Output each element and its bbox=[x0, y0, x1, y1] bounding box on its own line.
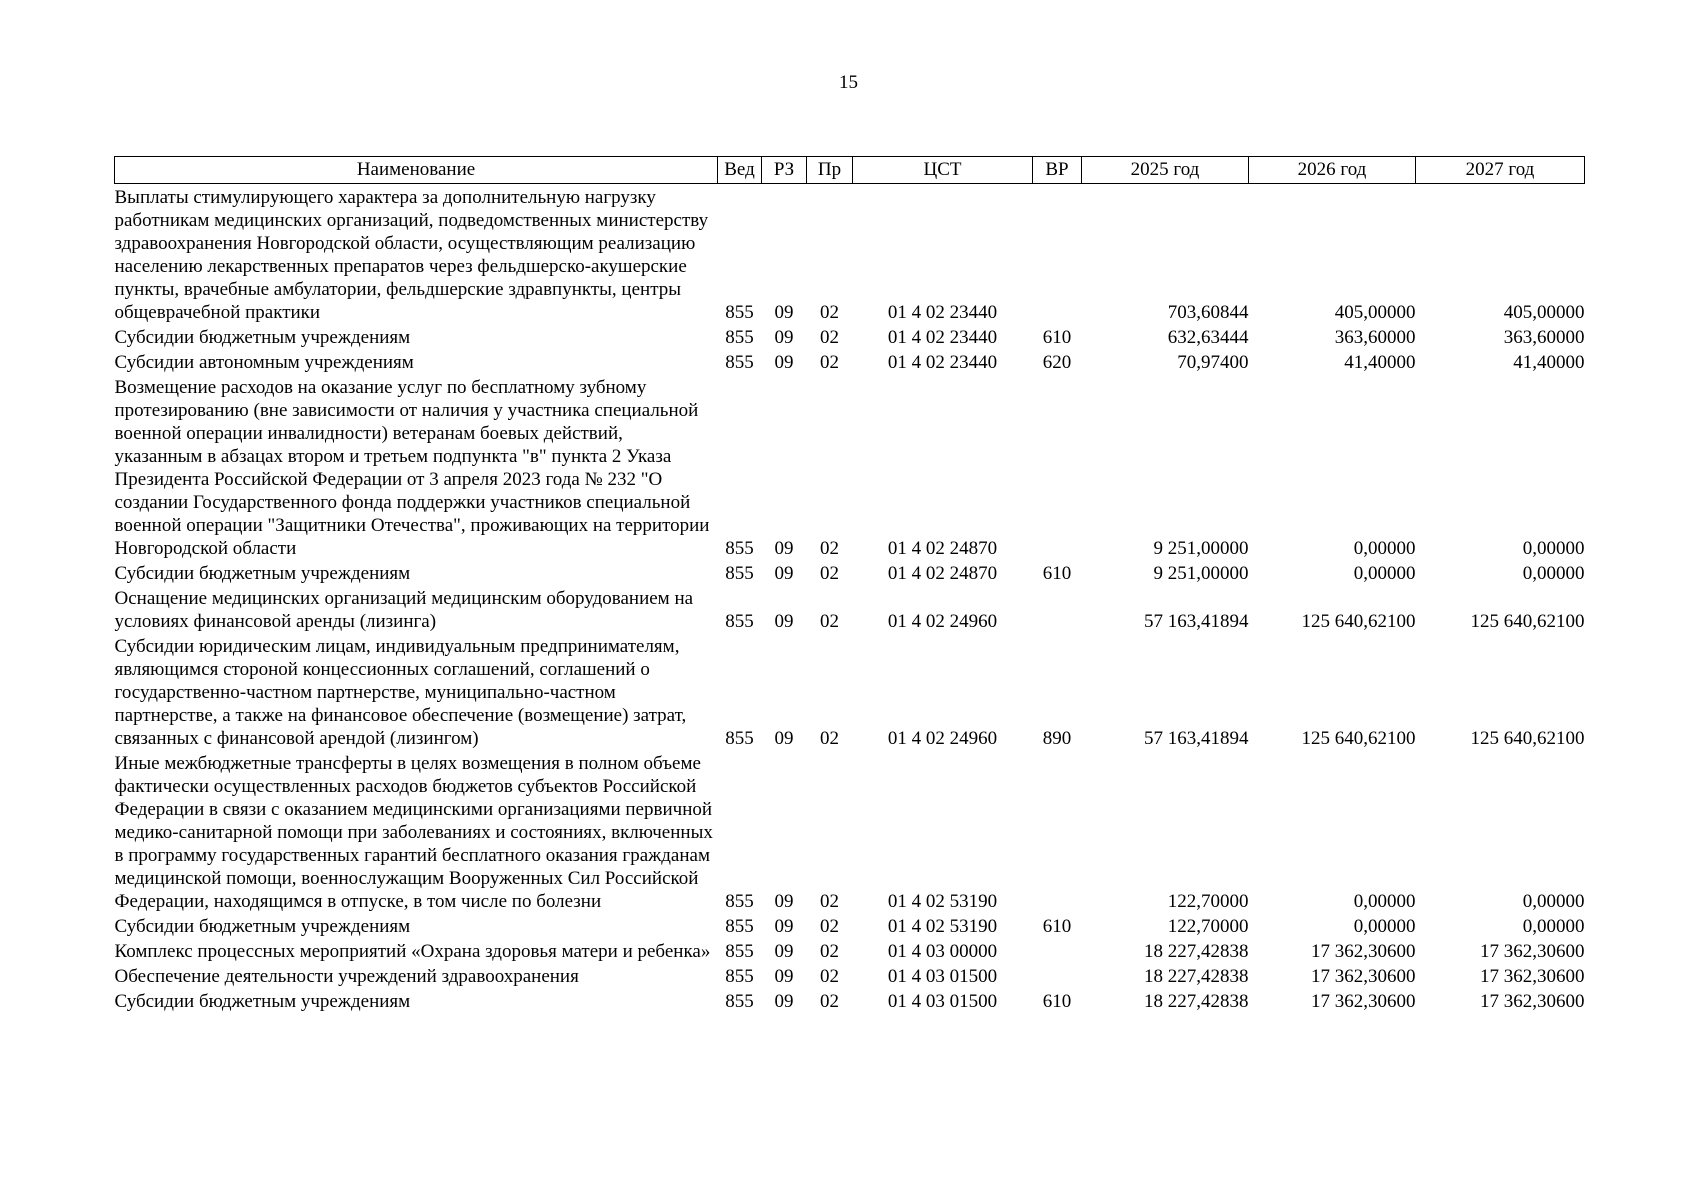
row-2027: 0,00000 bbox=[1522, 891, 1585, 912]
table-row bbox=[115, 184, 1585, 327]
row-rz: 09 bbox=[774, 941, 794, 962]
row-2027: 363,60000 bbox=[1503, 327, 1585, 348]
row-2027: 125 640,62100 bbox=[1470, 611, 1585, 632]
row-2026: 0,00000 bbox=[1353, 538, 1416, 559]
header-cst: ЦСТ bbox=[853, 157, 1033, 184]
row-2025: 703,60844 bbox=[1167, 302, 1249, 323]
row-2026: 0,00000 bbox=[1353, 916, 1416, 937]
row-2025: 18 227,42838 bbox=[1144, 941, 1249, 962]
header-name: Наименование bbox=[115, 157, 718, 184]
row-2027: 17 362,30600 bbox=[1480, 941, 1585, 962]
row-2026: 0,00000 bbox=[1353, 563, 1416, 584]
row-rz: 09 bbox=[774, 916, 794, 937]
row-2026: 363,60000 bbox=[1334, 327, 1416, 348]
header-rz: РЗ bbox=[762, 157, 807, 184]
table-row bbox=[115, 351, 1585, 376]
table-row bbox=[115, 376, 1585, 562]
row-rz: 09 bbox=[774, 327, 794, 348]
row-ved: 855 bbox=[725, 611, 754, 632]
page-number: 15 bbox=[839, 72, 858, 93]
row-vr: 620 bbox=[1042, 352, 1072, 373]
row-vr bbox=[1033, 752, 1082, 915]
row-cst: 01 4 02 24870 bbox=[887, 563, 998, 584]
row-ved: 855 bbox=[725, 538, 754, 559]
row-2026: 405,00000 bbox=[1334, 302, 1416, 323]
row-ved: 855 bbox=[725, 728, 754, 749]
row-name: Иные межбюджетные трансферты в целях возмещения в полном объеме фактически осуществленных расходов бюджетов субъектов Российской Федерации в связи с оказанием медицинскими организациями первичной медико-санитарной помощи при заболеваниях и состояниях, включенных в программу государственных гарантий бесплатного оказания гражданам медицинской помощи, военнослужащим Вооруженных Сил Российской Федерации, находящимся в отпуске, в том числе по болезни bbox=[114, 753, 713, 912]
row-ved: 855 bbox=[725, 563, 754, 584]
row-cst: 01 4 02 24960 bbox=[887, 728, 998, 749]
row-rz: 09 bbox=[774, 728, 794, 749]
table-row bbox=[115, 915, 1585, 940]
row-2026: 125 640,62100 bbox=[1301, 728, 1416, 749]
row-2027: 0,00000 bbox=[1522, 538, 1585, 559]
row-2027: 0,00000 bbox=[1522, 563, 1585, 584]
row-cst: 01 4 02 23440 bbox=[887, 327, 998, 348]
row-rz: 09 bbox=[774, 302, 794, 323]
row-rz: 09 bbox=[774, 563, 794, 584]
row-ved: 855 bbox=[725, 891, 754, 912]
table-row bbox=[115, 752, 1585, 915]
row-vr bbox=[1033, 965, 1082, 990]
row-ved: 855 bbox=[725, 991, 754, 1012]
row-2027: 125 640,62100 bbox=[1470, 728, 1585, 749]
row-rz: 09 bbox=[774, 966, 794, 987]
row-cst: 01 4 02 23440 bbox=[887, 352, 998, 373]
row-2026: 0,00000 bbox=[1353, 891, 1416, 912]
row-pr: 02 bbox=[820, 538, 839, 559]
table-row bbox=[115, 562, 1585, 587]
row-name: Возмещение расходов на оказание услуг по бесплатному зубному протезированию (вне зависимости от наличия у участника специальной военной операции инвалидности) ветеранам боевых действий, указанным в абзацах втором и третьем подпункта "в" пункта 2 Указа Президента Российской Федерации от 3 апреля 2023 года № 232 "О создании Государственного фонда поддержки участников специальной военной операции "Защитники Отечества", проживающих на территории Новгородской области bbox=[114, 377, 710, 559]
row-pr: 02 bbox=[820, 611, 839, 632]
table-row bbox=[115, 965, 1585, 990]
row-vr: 610 bbox=[1042, 916, 1072, 937]
row-cst: 01 4 02 24960 bbox=[887, 611, 998, 632]
row-ved: 855 bbox=[725, 966, 754, 987]
row-2027: 0,00000 bbox=[1522, 916, 1585, 937]
header-2027: 2027 год bbox=[1416, 157, 1585, 184]
row-pr: 02 bbox=[820, 302, 839, 323]
header-2026: 2026 год bbox=[1249, 157, 1416, 184]
row-name: Выплаты стимулирующего характера за дополнительную нагрузку работникам медицинских организаций, подведомственных министерству здравоохранения Новгородской области, осуществляющим реализацию населению лекарственных препаратов через фельдшерско-акушерские пункты, врачебные амбулатории, фельдшерские здравпункты, центры общеврачебной практики bbox=[114, 187, 709, 323]
row-ved: 855 bbox=[725, 302, 754, 323]
row-vr: 890 bbox=[1042, 728, 1072, 749]
row-2025: 122,70000 bbox=[1167, 916, 1249, 937]
row-2025: 9 251,00000 bbox=[1153, 563, 1249, 584]
row-name: Субсидии бюджетным учреждениям bbox=[114, 563, 411, 584]
row-ved: 855 bbox=[725, 941, 754, 962]
row-cst: 01 4 03 00000 bbox=[887, 941, 998, 962]
row-pr: 02 bbox=[820, 941, 839, 962]
row-2025: 9 251,00000 bbox=[1153, 538, 1249, 559]
row-pr: 02 bbox=[820, 327, 839, 348]
row-2025: 18 227,42838 bbox=[1144, 966, 1249, 987]
row-vr bbox=[1033, 587, 1082, 635]
header-2025: 2025 год bbox=[1082, 157, 1249, 184]
row-rz: 09 bbox=[774, 891, 794, 912]
row-cst: 01 4 03 01500 bbox=[887, 991, 998, 1012]
row-vr bbox=[1033, 940, 1082, 965]
row-ved: 855 bbox=[725, 916, 754, 937]
table-row bbox=[115, 635, 1585, 752]
table-row bbox=[115, 990, 1585, 1015]
row-2027: 17 362,30600 bbox=[1480, 991, 1585, 1012]
header-vr: ВР bbox=[1033, 157, 1082, 184]
row-pr: 02 bbox=[820, 563, 839, 584]
header-pr: Пр bbox=[807, 157, 853, 184]
row-vr: 610 bbox=[1042, 327, 1072, 348]
row-2026: 17 362,30600 bbox=[1311, 941, 1416, 962]
row-cst: 01 4 03 01500 bbox=[887, 966, 998, 987]
row-rz: 09 bbox=[774, 991, 794, 1012]
row-2025: 122,70000 bbox=[1167, 891, 1249, 912]
row-name: Обеспечение деятельности учреждений здравоохранения bbox=[114, 966, 579, 987]
row-vr: 610 bbox=[1042, 991, 1072, 1012]
row-pr: 02 bbox=[820, 352, 839, 373]
row-2025: 57 163,41894 bbox=[1144, 728, 1249, 749]
row-name: Субсидии автономным учреждениям bbox=[114, 352, 414, 373]
row-name: Субсидии бюджетным учреждениям bbox=[114, 327, 411, 348]
row-cst: 01 4 02 24870 bbox=[887, 538, 998, 559]
table-row bbox=[115, 940, 1585, 965]
row-name: Субсидии юридическим лицам, индивидуальным предпринимателям, являющимся стороной концессионных соглашений, соглашений о государственно-частном партнерстве, муниципально-частном партнерстве, а также на финансовое обеспечение (возмещение) затрат, связанных с финансовой арендой (лизингом) bbox=[114, 636, 687, 749]
row-2025: 632,63444 bbox=[1167, 327, 1249, 348]
row-pr: 02 bbox=[820, 966, 839, 987]
row-name: Оснащение медицинских организаций медицинским оборудованием на условиях финансовой аренды (лизинга) bbox=[114, 588, 694, 632]
row-name: Субсидии бюджетным учреждениям bbox=[114, 916, 411, 937]
row-2026: 41,40000 bbox=[1344, 352, 1416, 373]
row-ved: 855 bbox=[725, 352, 754, 373]
budget-table bbox=[114, 156, 1585, 1015]
row-2025: 57 163,41894 bbox=[1144, 611, 1249, 632]
row-pr: 02 bbox=[820, 891, 839, 912]
row-name: Комплекс процессных мероприятий «Охрана здоровья матери и ребенка» bbox=[114, 941, 711, 962]
table-row bbox=[115, 587, 1585, 635]
row-vr bbox=[1033, 184, 1082, 327]
table-row bbox=[115, 326, 1585, 351]
row-cst: 01 4 02 23440 bbox=[887, 302, 998, 323]
row-rz: 09 bbox=[774, 538, 794, 559]
row-pr: 02 bbox=[820, 991, 839, 1012]
row-cst: 01 4 02 53190 bbox=[887, 916, 998, 937]
row-2027: 17 362,30600 bbox=[1480, 966, 1585, 987]
row-ved: 855 bbox=[725, 327, 754, 348]
row-pr: 02 bbox=[820, 916, 839, 937]
header-ved: Вед bbox=[718, 157, 762, 184]
row-2025: 18 227,42838 bbox=[1144, 991, 1249, 1012]
row-rz: 09 bbox=[774, 352, 794, 373]
row-name: Субсидии бюджетным учреждениям bbox=[114, 991, 411, 1012]
row-2026: 125 640,62100 bbox=[1301, 611, 1416, 632]
row-pr: 02 bbox=[820, 728, 839, 749]
row-2025: 70,97400 bbox=[1177, 352, 1249, 373]
table-header-row bbox=[115, 157, 1585, 184]
row-vr: 610 bbox=[1042, 563, 1072, 584]
row-vr bbox=[1033, 376, 1082, 562]
row-2027: 405,00000 bbox=[1503, 302, 1585, 323]
row-cst: 01 4 02 53190 bbox=[887, 891, 998, 912]
row-2026: 17 362,30600 bbox=[1311, 991, 1416, 1012]
row-2026: 17 362,30600 bbox=[1311, 966, 1416, 987]
row-2027: 41,40000 bbox=[1513, 352, 1585, 373]
row-rz: 09 bbox=[774, 611, 794, 632]
